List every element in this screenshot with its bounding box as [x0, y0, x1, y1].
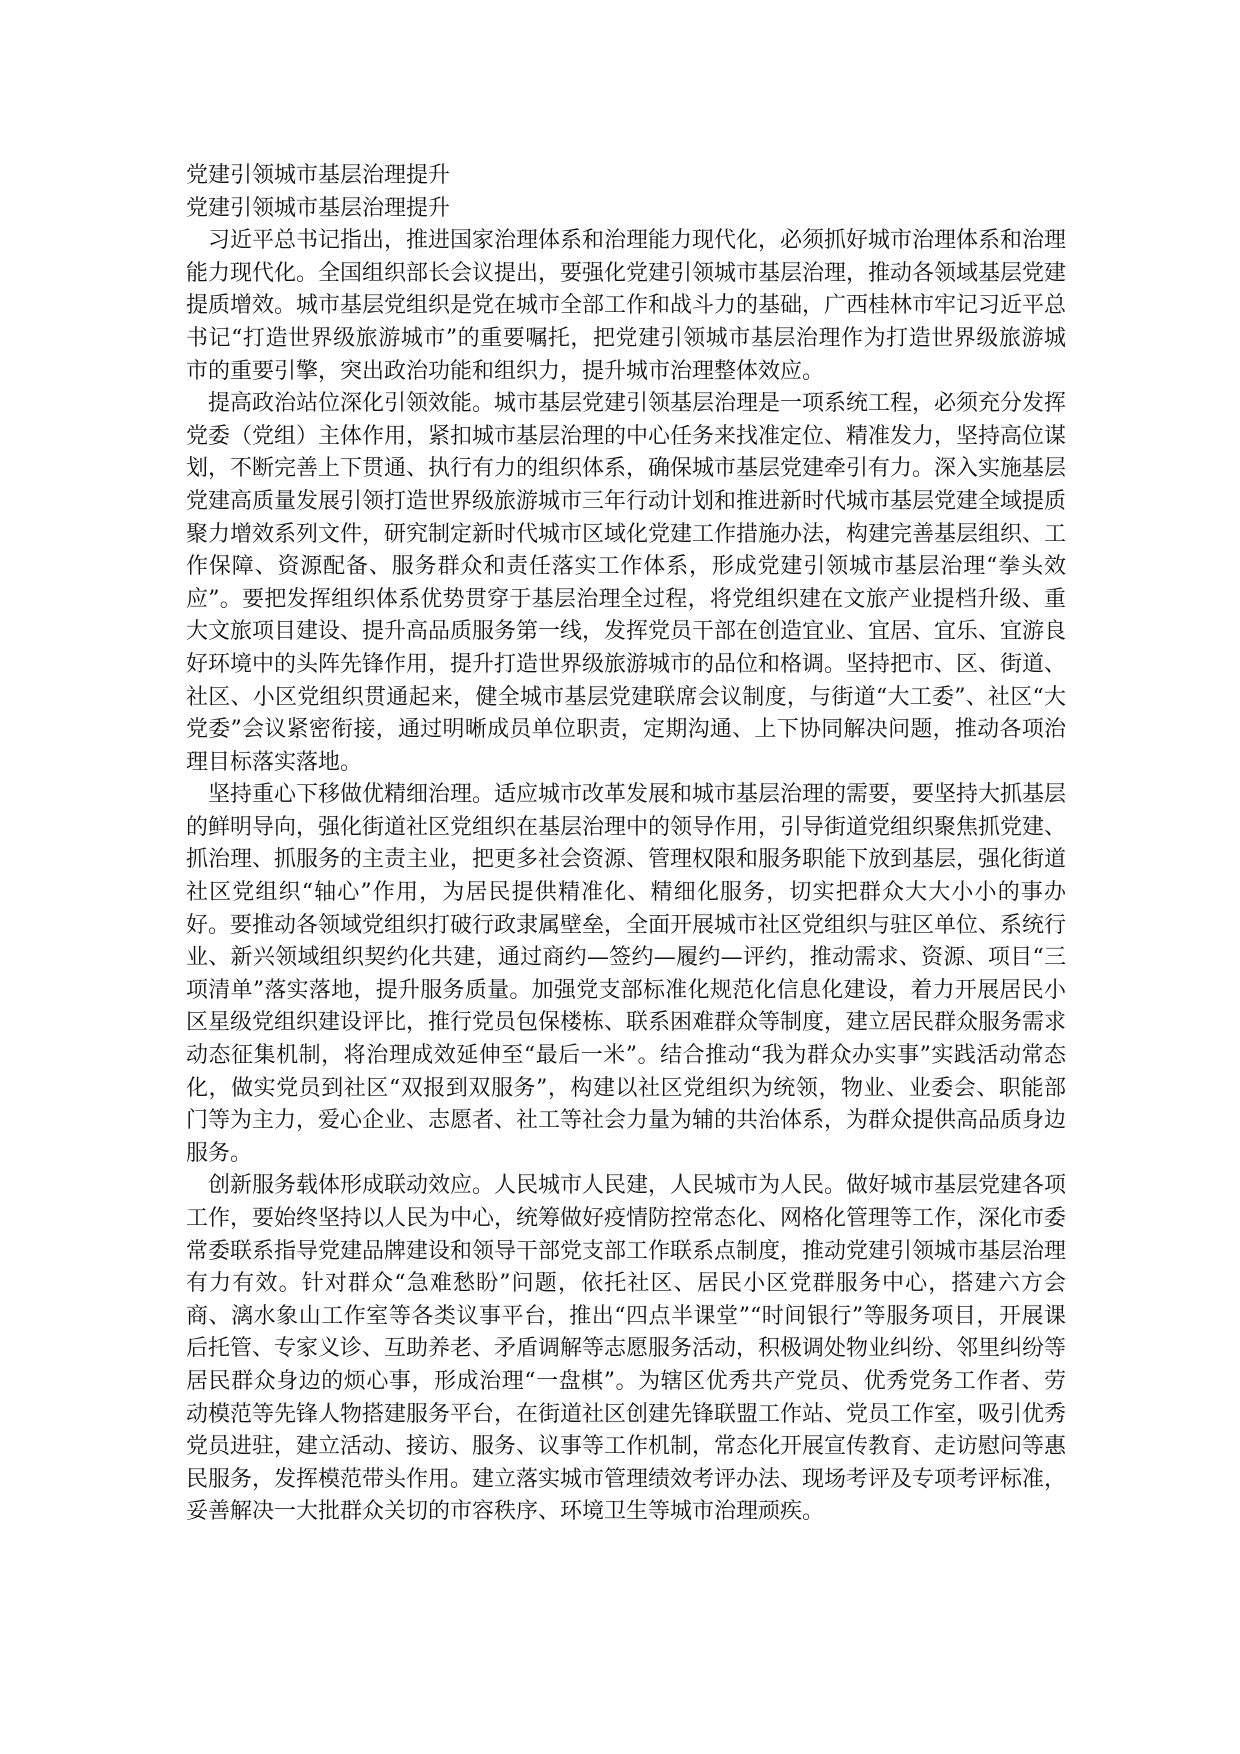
- paragraph-grassroots-governance: 坚持重心下移做优精细治理。适应城市改革发展和城市基层治理的需要，要坚持大抓基层的鲜明导向，强化街道社区党组织在基层治理中的领导作用，引导街道党组织聚焦抓党建、抓治理、抓服务的主责主业，把更多社会资源、管理权限和服务职能下放到基层，强化街道社区党组织“轴心”作用，为居民提供精准化、精细化服务，切实把群众大大小小的事办好。要推动各领域党组织打破行政隶属壁垒，全面开展城市社区党组织与驻区单位、系统行业、新兴领域组织契约化共建，通过商约—签约—履约—评约，推动需求、资源、项目“三项清单”落实落地，提升服务质量。加强党支部标准化规范化信息化建设，着力开展居民小区星级党组织建设评比，推行党员包保楼栋、联系困难群众等制度，建立居民群众服务需求动态征集机制，将治理成效延伸至“最后一米”。结合推动“我为群众办实事”实践活动常态化，做实党员到社区“双报到双服务”，构建以社区党组织为统领，物业、业委会、职能部门等为主力，爱心企业、志愿者、社工等社会力量为辅的共治体系，为群众提供高品质身边服务。: [186, 782, 1067, 1166]
- document-subtitle: 党建引领城市基层治理提升: [186, 195, 451, 221]
- paragraph-service-innovation: 创新服务载体形成联动效应。人民城市人民建，人民城市为人民。做好城市基层党建各项工作，要始终坚持以人民为中心，统筹做好疫情防控常态化、网格化管理等工作，深化市委常委联系指导党建品牌建设和领导干部党支部工作联系点制度，推动党建引领城市基层治理有力有效。针对群众“急难愁盼”问题，依托社区、居民小区党群服务中心，搭建六方会商、漓水象山工作室等各类议事平台，推出“四点半课堂”“时间银行”等服务项目，开展课后托管、专家义诊、互助养老、矛盾调解等志愿服务活动，积极调处物业纠纷、邻里纠纷等居民群众身边的烦心事，形成治理“一盘棋”。为辖区优秀共产党员、优秀党务工作者、劳动模范等先锋人物搭建服务平台，在街道社区创建先锋联盟工作站、党员工作室，吸引优秀党员进驻，建立活动、接访、服务、议事等工作机制，常态化开展宣传教育、走访慰问等惠民服务，发挥模范带头作用。建立落实城市管理绩效考评办法、现场考评及专项考评标准，妥善解决一大批群众关切的市容秩序、环境卫生等城市治理顽疾。: [186, 1173, 1067, 1525]
- paragraph-political-stance: 提高政治站位深化引领效能。城市基层党建引领基层治理是一项系统工程，必须充分发挥党委（党组）主体作用，紧扣城市基层治理的中心任务来找准定位、精准发力，坚持高位谋划，不断完善上下贯通、执行有力的组织体系，确保城市基层党建牵引有力。深入实施基层党建高质量发展引领打造世界级旅游城市三年行动计划和推进新时代城市基层党建全域提质聚力增效系列文件，研究制定新时代城市区域化党建工作措施办法，构建完善基层组织、工作保障、资源配备、服务群众和责任落实工作体系，形成党建引领城市基层治理“拳头效应”。要把发挥组织体系优势贯穿于基层治理全过程，将党组织建在文旅产业提档升级、重大文旅项目建设、提升高品质服务第一线，发挥党员干部在创造宜业、宜居、宜乐、宜游良好环境中的头阵先锋作用，提升打造世界级旅游城市的品位和格调。坚持把市、区、街道、社区、小区党组织贯通起来，健全城市基层党建联席会议制度，与街道“大工委”、社区“大党委”会议紧密衔接，通过明晰成员单位职责，定期沟通、上下协同解决问题，推动各项治理目标落实落地。: [186, 391, 1067, 775]
- document-body: [186, 160, 1066, 1529]
- paragraph-intro: 习近平总书记指出，推进国家治理体系和治理能力现代化，必须抓好城市治理体系和治理能力现代化。全国组织部长会议提出，要强化党建引领城市基层治理，推动各领域基层党建提质增效。城市基层党组织是党在城市全部工作和战斗力的基础，广西桂林市牢记习近平总书记“打造世界级旅游城市”的重要嘱托，把党建引领城市基层治理作为打造世界级旅游城市的重要引擎，突出政治功能和组织力，提升城市治理整体效应。: [186, 228, 1067, 384]
- document-title: 党建引领城市基层治理提升: [186, 163, 451, 188]
